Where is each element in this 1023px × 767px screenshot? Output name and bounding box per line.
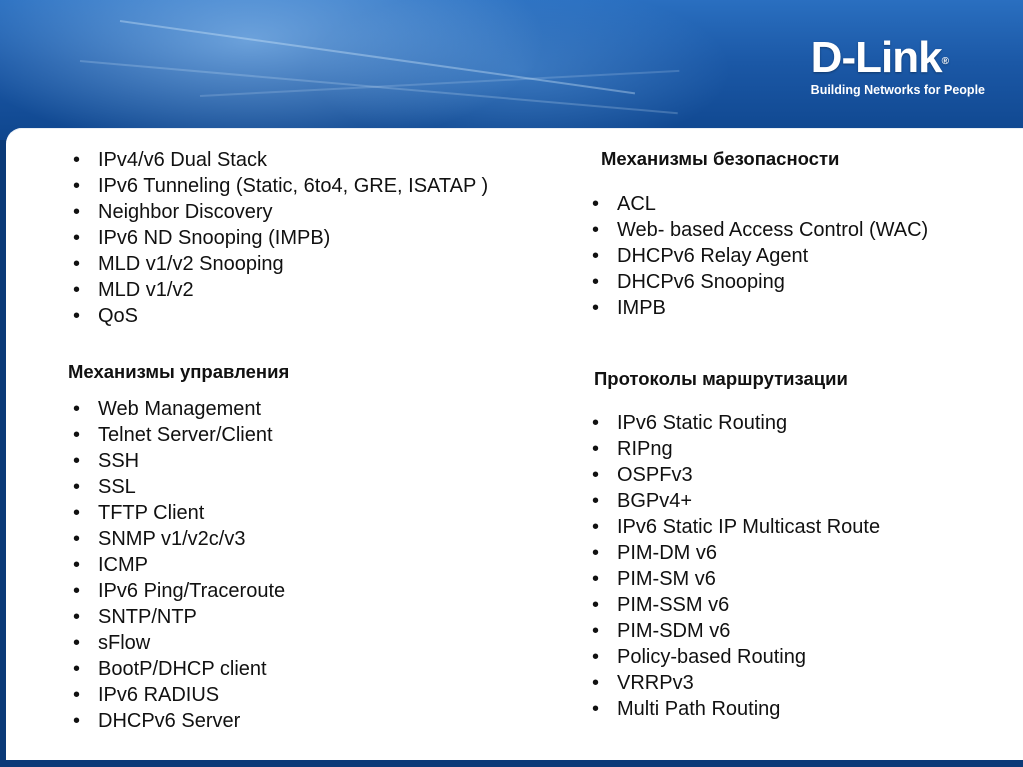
list-item: • PIM-SSM v6 [587,592,880,618]
list-item: • IPv6 Static Routing [587,410,880,436]
security-heading: Механизмы безопасности [601,148,840,169]
list-item: • DHCPv6 Relay Agent [587,243,928,269]
list-item: • PIM-DM v6 [587,540,880,566]
list-item: • VRRPv3 [587,670,880,696]
list-item: • IPv6 Tunneling (Static, 6to4, GRE, ISATAP ) [68,173,488,199]
list-item: • IPv4/v6 Dual Stack [68,147,488,173]
logo-wordmark [810,33,985,82]
management-heading: Механизмы управления [68,361,290,382]
list-item: • OSPFv3 [587,462,880,488]
list-item: • MLD v1/v2 [68,277,488,303]
list-item: • PIM-SM v6 [587,566,880,592]
ipv6-feature-list [68,147,488,329]
list-item: • IPv6 Static IP Multicast Route [587,514,880,540]
management-feature-list [68,396,285,734]
list-item: • DHCPv6 Snooping [587,269,928,295]
list-item: • SSL [68,474,285,500]
list-item: • Web- based Access Control (WAC) [587,217,928,243]
list-item: • DHCPv6 Server [68,708,285,734]
list-item: • Policy-based Routing [587,644,880,670]
security-feature-list [587,191,928,321]
list-item: • SNMP v1/v2c/v3 [68,526,285,552]
list-item: • TFTP Client [68,500,285,526]
list-item: • RIPng [587,436,880,462]
routing-heading: Протоколы маршрутизации [594,368,848,389]
logo-tagline: Building Networks for People [810,83,985,97]
list-item: • BGPv4+ [587,488,880,514]
list-item: • QoS [68,303,488,329]
registered-mark: ® [941,56,948,67]
decorative-streak [120,20,635,94]
slide-header-banner [0,0,1023,140]
list-item: • IPv6 Ping/Traceroute [68,578,285,604]
logo-name: D-Link [810,33,942,82]
list-item: • ACL [587,191,928,217]
dlink-logo [810,33,985,98]
list-item: • PIM-SDM v6 [587,618,880,644]
list-item: • Multi Path Routing [587,696,880,722]
list-item: • ICMP [68,552,285,578]
list-item: • sFlow [68,630,285,656]
list-item: • BootP/DHCP client [68,656,285,682]
routing-feature-list [587,410,880,722]
list-item: • SSH [68,448,285,474]
list-item: • Web Management [68,396,285,422]
list-item: • SNTP/NTP [68,604,285,630]
list-item: • Neighbor Discovery [68,199,488,225]
list-item: • IPv6 RADIUS [68,682,285,708]
list-item: • IMPB [587,295,928,321]
list-item: • Telnet Server/Client [68,422,285,448]
list-item: • IPv6 ND Snooping (IMPB) [68,225,488,251]
list-item: • MLD v1/v2 Snooping [68,251,488,277]
